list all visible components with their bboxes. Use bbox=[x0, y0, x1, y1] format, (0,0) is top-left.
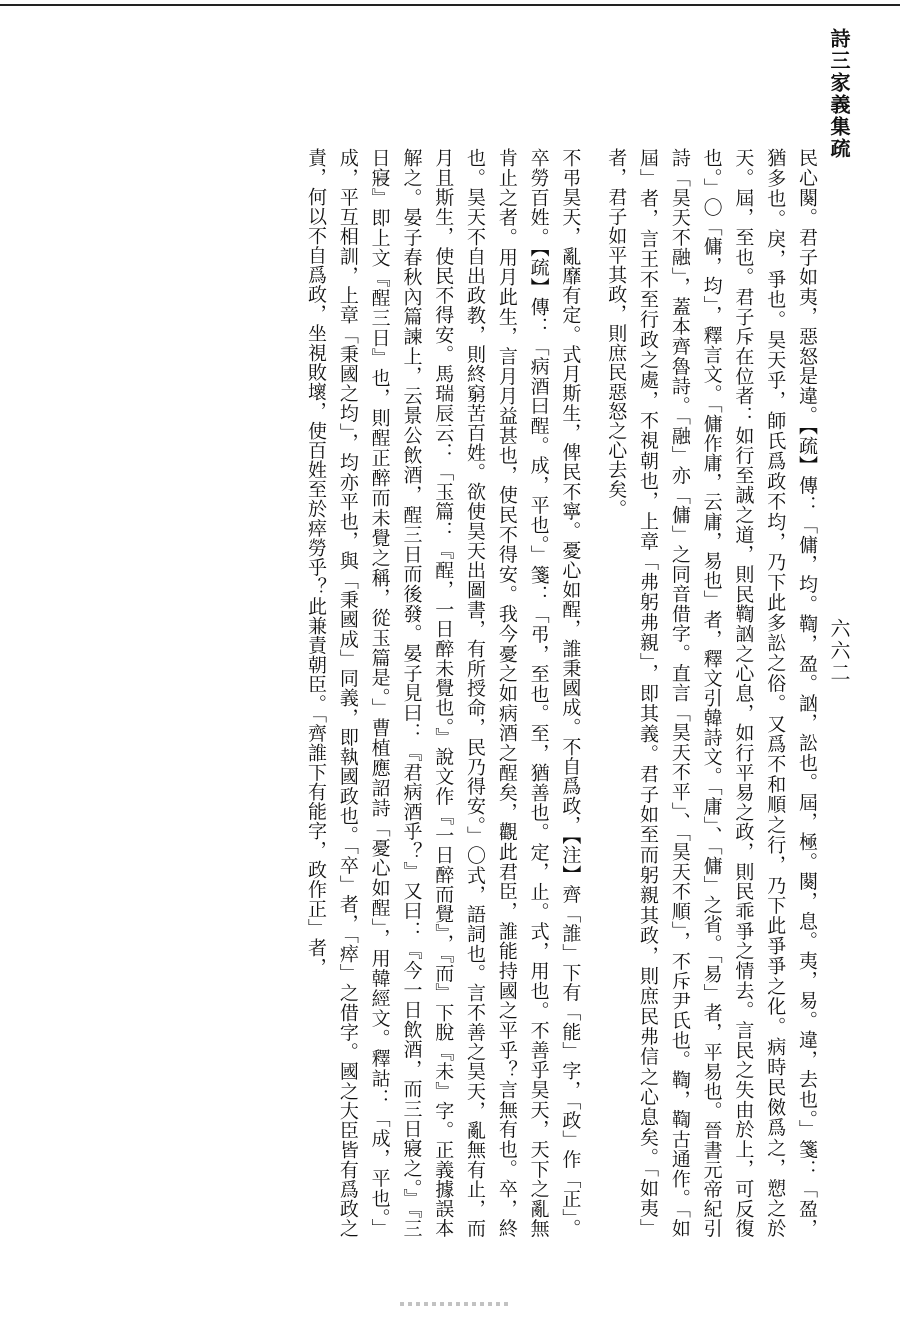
running-header-title: 詩三家義集疏 bbox=[827, 28, 851, 160]
page-number: 六六二 bbox=[827, 618, 851, 684]
paragraph-1: 民心闋。君子如夷，惡怒是違。【疏】傳：「傭，均。鞫，盈。訩，訟也。屆，極。闋，息。夷，易。違，去也。」箋：「盈，猶多也。戾，爭也。昊天乎，師氏爲政不均，乃下此多訟之俗。又爲不和順之行，乃下此爭爭之化。病時民傚爲之，愬之於天。屆，至也。君子斥在位者：如行至誠之道，則民鞫訩之心息，如行平易之政，則民乖爭之情去。言民之失由於上，可反復也。」〇「傭，均」，釋言文。「傭作庸，云庸，易也」者，釋文引韓詩文。「庸」、「傭」之省。「易」者，平易也。晉書元帝紀引詩「昊天不融」，蓋本齊魯詩。「融」亦「傭」之同音借字。直言「昊天不平」、「昊天不順」，不斥尹氏也。鞫，鞫古通作。「如屆」者，言王不至行政之處，不視朝也，上章「弗躬弗親」，即其義。君子如至而躬親其政，則庶民弗信之心息矣。「如夷」者，君子如平其政，則庶民惡怒之心去矣。 bbox=[605, 148, 818, 1238]
body-text bbox=[78, 148, 822, 1238]
paragraph-2: 不弔昊天，亂靡有定。式月斯生，俾民不寧。憂心如酲，誰秉國成。不自爲政，【注】齊「誰」下有「能」字，「政」作「正」。卒勞百姓。【疏】傳：「病酒曰酲。成，平也。」箋：「弔，至也。至，猶善也。定，止。式，用也。不善乎昊天，天下之亂無肯止之者。用月此生，言月月益甚也，使民不得安。我今憂之如病酒之酲矣，觀此君臣，誰能持國之平乎？言無有也。卒，終也。昊天不自出政教，則終窮苦百姓。欲使昊天出圖書，有所授命，民乃得安。」〇式，語詞也。言不善之昊天，亂無有止，而月且斯生，使民不得安。馬瑞辰云：「玉篇：『酲，一日醉未覺也。』說文作『一日醉而覺』，『而』下脫『未』字。正義據誤本解之。晏子春秋內篇諫上，云景公飲酒，酲三日而後發。晏子見曰：『君病酒乎？』又曰：『今一日飲酒，而三日寢之。』『三日寢』即上文『酲三日』也，則酲正醉而未覺之稱，從玉篇是。」曹植應詔詩「憂心如酲」，用韓經文。釋詁：「成，平也。」成，平互相訓，上章「秉國之均」，均亦平也，與「秉國成」同義，即執國政也。「卒」者，「瘁」之借字。國之大臣皆有爲政之責，何以不自爲政，坐視敗壞，使百姓至於瘁勞乎？此兼責朝臣。「齊誰下有能字，政作正」者， bbox=[305, 148, 582, 1238]
top-rule bbox=[0, 4, 900, 6]
scan-edge-mark bbox=[400, 1302, 510, 1306]
